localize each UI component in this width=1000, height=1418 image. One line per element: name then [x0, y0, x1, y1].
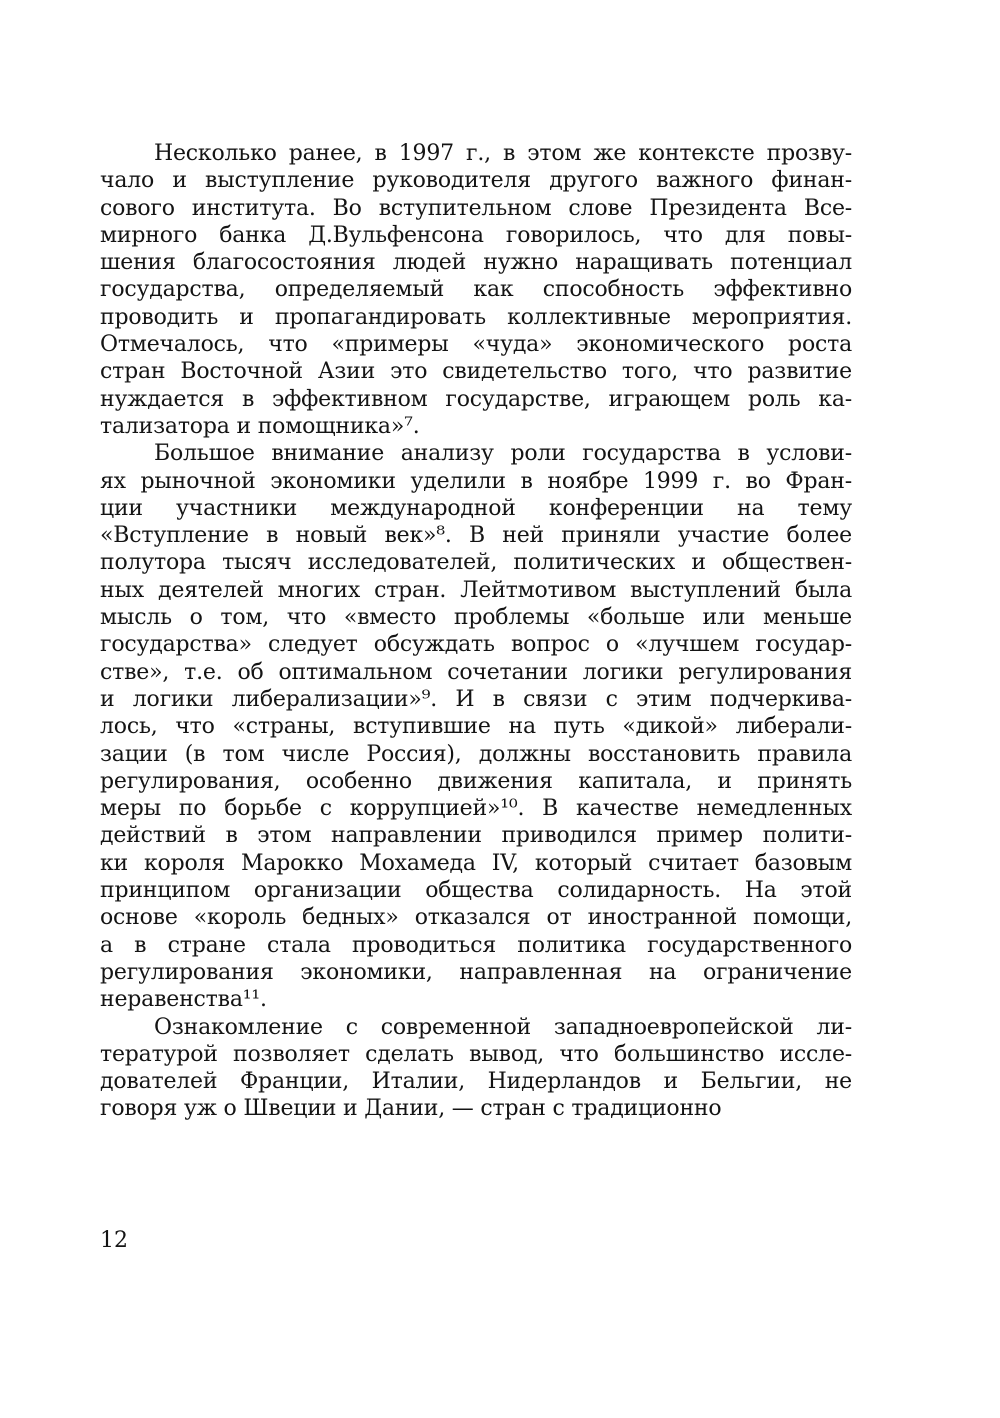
text-line: дователей Франции, Италии, Нидерландов и Бельгии, не [100, 1069, 852, 1095]
text-line: и логики либерализации»⁹. И в связи с этим подчеркива- [100, 686, 852, 712]
paragraph [100, 140, 852, 440]
text-line: принципом организации общества солидарность. На этой [100, 878, 852, 904]
text-line: основе «король бедных» отказался от иностранной помощи, [100, 905, 852, 931]
text-line: нуждается в эффективном государстве, играющем роль ка- [100, 386, 852, 412]
text-line: а в стране стала проводиться политика государственного [100, 932, 852, 958]
text-line: мысль о том, что «вместо проблемы «больше или меньше [100, 605, 852, 631]
text-line: действий в этом направлении приводился пример полити- [100, 823, 852, 849]
text-line: регулирования экономики, направленная на ограничение [100, 959, 852, 985]
text-line: Отмечалось, что «примеры «чуда» экономического роста [100, 332, 852, 358]
text-line: сового института. Во вступительном слове Президента Все- [100, 195, 852, 221]
text-line: зации (в том числе Россия), должны восстановить правила [100, 741, 852, 767]
text-line: «Вступление в новый век»⁸. В ней приняли участие более [100, 523, 852, 549]
page-number: 12 [100, 1228, 128, 1253]
text-line: регулирования, особенно движения капитала, и принять [100, 768, 852, 794]
text-line: мирного банка Д.Вульфенсона говорилось, что для повы- [100, 222, 852, 248]
text-line: проводить и пропагандировать коллективные мероприятия. [100, 304, 852, 330]
text-line: ях рыночной экономики уделили в ноябре 1999 г. во Фран- [100, 468, 852, 494]
text-line: ки короля Марокко Мохамеда IV, который считает базовым [100, 850, 852, 876]
text-line: лось, что «страны, вступившие на путь «дикой» либерали- [100, 714, 852, 740]
text-line: полутора тысяч исследователей, политических и обществен- [100, 550, 852, 576]
text-line: шения благосостояния людей нужно наращивать потенциал [100, 250, 852, 276]
text-line: Ознакомление с современной западноевропейской ли- [154, 1014, 852, 1040]
paragraph [100, 1014, 852, 1123]
text-line: Большое внимание анализу роли государства в услови- [154, 441, 852, 467]
paragraph [100, 440, 852, 1013]
text-line: государства» следует обсуждать вопрос о «лучшем государ- [100, 632, 852, 658]
text-line: государства, определяемый как способность эффективно [100, 277, 852, 303]
text-line: Несколько ранее, в 1997 г., в этом же контексте прозву- [154, 141, 852, 166]
text-line: неравенства¹¹. [100, 987, 267, 1013]
text-line: чало и выступление руководителя другого важного финан- [100, 168, 852, 194]
text-line: тализатора и помощника»⁷. [100, 413, 420, 439]
text-line: стран Восточной Азии это свидетельство того, что развитие [100, 359, 852, 385]
text-line: стве», т.е. об оптимальном сочетании логики регулирования [100, 659, 852, 685]
text-line: говоря уж о Швеции и Дании, — стран с традиционно [100, 1096, 722, 1122]
text-line: тературой позволяет сделать вывод, что большинство иссле- [100, 1041, 852, 1067]
text-line: меры по борьбе с коррупцией»¹⁰. В качестве немедленных [100, 796, 852, 822]
text-line: ных деятелей многих стран. Лейтмотивом выступлений была [100, 577, 852, 603]
body-text [100, 140, 852, 1123]
text-line: ции участники международной конференции на тему [100, 495, 852, 521]
